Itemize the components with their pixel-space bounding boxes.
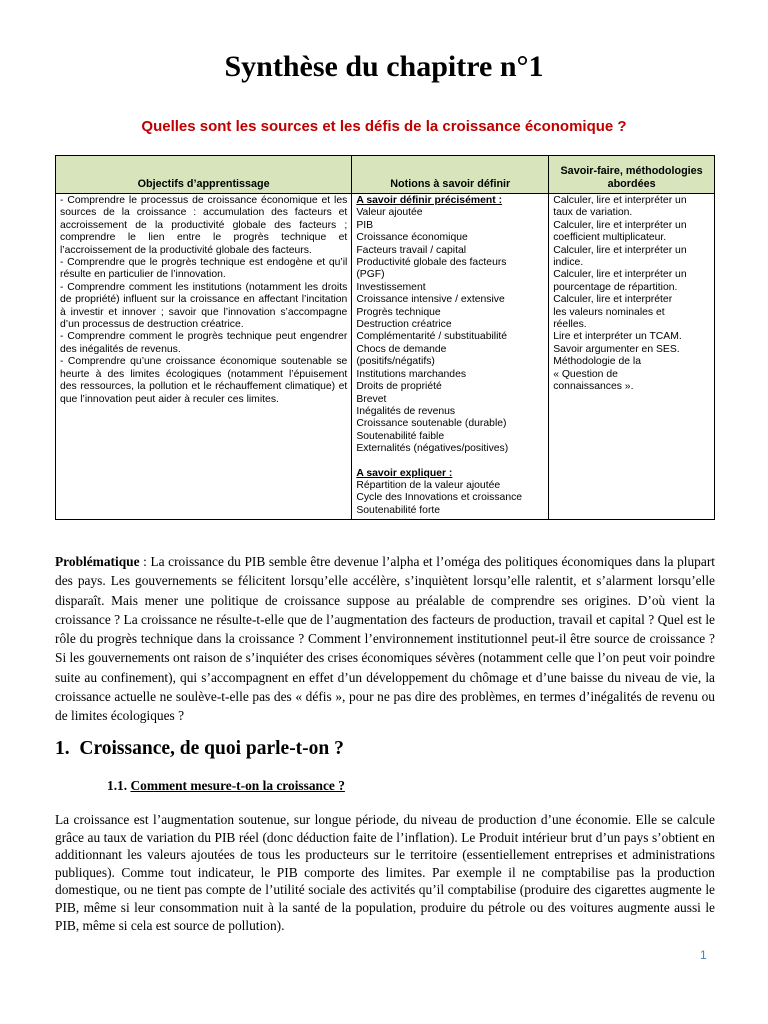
section-number: 1. [55, 738, 70, 759]
synthesis-table [55, 155, 715, 520]
notion-item: Croissance intensive / extensive [356, 294, 505, 306]
notion-item: Croissance économique [356, 232, 468, 244]
header-objectifs: Objectifs d’apprentissage [56, 156, 352, 194]
savoir-line: Calculer, lire et interpréter un [553, 195, 687, 206]
page-number: 1 [700, 948, 707, 962]
notion-item: Soutenabilité forte [356, 504, 441, 516]
savoir-line: connaissances ». [553, 381, 634, 393]
notion-item: Progrès technique [356, 306, 441, 318]
spacer [356, 456, 544, 468]
savoir-line: Calculer, lire et interpréter un [553, 219, 687, 231]
savoir-line: Calculer, lire et interpréter un [553, 269, 687, 281]
savoir-line: Calculer, lire et interpréter [553, 294, 673, 306]
savoir-line: « Question de [553, 368, 618, 380]
document-title: Synthèse du chapitre n°1 [224, 50, 544, 83]
notion-item: Droits de propriété [356, 381, 442, 393]
notion-item: Soutenabilité faible [356, 430, 445, 442]
header-savoir-faire: Savoir-faire, méthodologies abordées [549, 156, 715, 194]
savoir-line: Méthodologie de la [553, 356, 641, 368]
problematique-label: Problématique [55, 554, 140, 569]
objectif-item: - Comprendre comment les institutions (notamment les droits de propriété) influent sur la croissance en affectant l’incitation à investir et innover ; savoir que l’innovation s’accompagne d’un processus de destruction créatrice. [60, 281, 348, 331]
notion-item: Répartition de la valeur ajoutée [356, 479, 501, 491]
notion-item: Investissement [356, 281, 426, 293]
notion-item: Destruction créatrice [356, 319, 452, 331]
objectif-item: - Comprendre comment le progrès technique peut engendrer des inégalités de revenus. [60, 331, 348, 355]
problematique-text: : La croissance du PIB semble être devenue l’alpha et l’oméga des politiques économiques dans la plupart des pays. Les gouvernements se félicitent lorsqu’elle accélère, s’inquiètent lorsqu’elle ralentit, et s’alarment lorsqu’elle disparaît. Mais mener une politique de croissance suppose au préalable de comprendre ses origines. D’où vient la croissance ? La croissance ne résulte-t-elle que de l’augmentation des facteurs de production, travail et capital ? Quel est le rôle du progrès technique dans la croissance ? Comment l’environnement institutionnel peut-il être source de croissance ? Si les gouvernements ont raison de s’inquiéter des crises économiques sévères (notamment celle que l’on peut voir poindre suite au confinement), qui s’accompagnent en effet d’un développement du chômage et d’une baisse du niveau de vie, la croissance actuelle ne soulève-t-elle pas des « défis », pour ne pas dire des problèmes, en termes d’inégalités de revenu ou de limites écologiques ? [55, 554, 715, 724]
notion-item: Institutions marchandes [356, 368, 467, 380]
notions-cell [352, 194, 549, 520]
objectif-item: - Comprendre le processus de croissance économique et les sources de la croissance : accumulation des facteurs et accroissement de la productivité globale des facteurs ; comprendre le lien entre le progrès technique et l’accroissement de la productivité globale des facteurs. [60, 195, 348, 256]
notion-item: Facteurs travail / capital [356, 244, 467, 256]
subsection-heading [107, 778, 345, 794]
objectif-item: - Comprendre qu’une croissance économique soutenable se heurte à des limites écologiques (notamment l’épuisement des ressources, la pollution et le réchauffement climatique) et que l’innovation peut aider à reculer ces limites. [60, 356, 348, 405]
savoir-line: Lire et interpréter un TCAM. [553, 331, 682, 343]
notion-item: PIB [356, 219, 374, 231]
savoir-line: les valeurs nominales et [553, 306, 665, 318]
notions-expliquer-heading: A savoir expliquer : [356, 467, 453, 479]
savoir-line: pourcentage de répartition. [553, 281, 678, 293]
table-header-row [56, 156, 715, 194]
objectif-item: - Comprendre que le progrès technique est endogène et qu’il résulte en particulier de l’innovation. [60, 257, 348, 281]
notion-item: Croissance soutenable (durable) [356, 418, 507, 430]
notion-item: Externalités (négatives/positives) [356, 443, 509, 455]
savoir-line: indice. [553, 257, 584, 269]
savoir-line: réelles. [553, 319, 587, 331]
header-notions: Notions à savoir définir [352, 156, 549, 194]
savoir-line: taux de variation. [553, 207, 633, 219]
notion-item: (positifs/négatifs) [356, 356, 435, 368]
notion-item: Inégalités de revenus [356, 405, 456, 417]
savoir-faire-cell [549, 194, 715, 520]
notion-item: Brevet [356, 393, 387, 405]
notion-item: Complémentarité / substituabilité [356, 331, 508, 343]
notion-item: (PGF) [356, 269, 385, 281]
body-paragraph: La croissance est l’augmentation soutenue, sur longue période, du niveau de production d’une économie. Elle se calcule grâce au taux de variation du PIB réel (donc déduction faite de l’inflation). Le Produit intérieur brut d’un pays s’obtient en additionnant les valeurs ajoutées de tous les producteurs sur le territoire (essentiellement entreprises et administrations publiques). Comme tout indicateur, le PIB comporte des limites. Par exemple il ne comptabilise pas la production domestique, ou ne tient pas compte de l’utilité sociale des activités qu’il comptabilise (produire des cigarettes augmente le PIB, même si leur consommation nuit à la santé de la population, produire du pétrole ou des voitures augmente aussi le PIB, même si cela est source de pollution). [55, 812, 715, 933]
document-subtitle: Quelles sont les sources et les défis de la croissance économique ? [141, 118, 627, 135]
subsection-title: Comment mesure-t-on la croissance ? [130, 778, 345, 793]
notion-item: Valeur ajoutée [356, 207, 423, 219]
notion-item: Chocs de demande [356, 343, 447, 355]
objectifs-cell [56, 194, 352, 520]
savoir-line: Calculer, lire et interpréter un [553, 244, 687, 256]
section-title: Croissance, de quoi parle-t-on ? [79, 738, 344, 759]
savoir-line: coefficient multiplicateur. [553, 232, 667, 244]
table-row [56, 194, 715, 520]
subsection-number: 1.1. [107, 778, 128, 793]
savoir-line: Savoir argumenter en SES. [553, 343, 680, 355]
problematique-paragraph [55, 552, 715, 726]
notions-definir-heading: A savoir définir précisément : [356, 195, 503, 206]
notion-item: Cycle des Innovations et croissance [356, 492, 523, 504]
section-heading [55, 738, 344, 760]
notion-item: Productivité globale des facteurs [356, 257, 507, 269]
